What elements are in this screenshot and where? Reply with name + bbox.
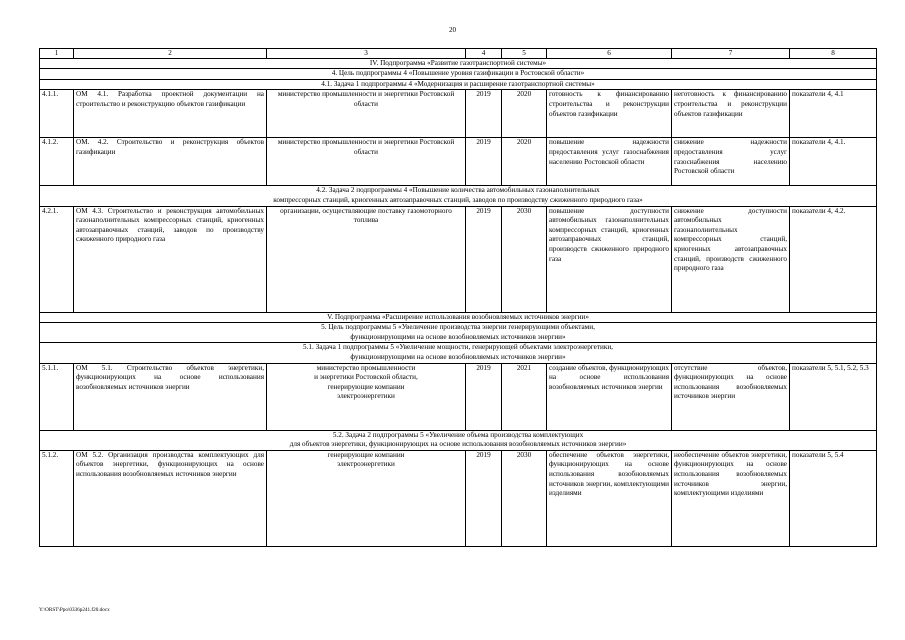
measure-name: ОМ 5.1. Строительство объектов энергетики, функционирующих на основе использования возобновляемых источников энергии [74, 363, 267, 430]
executor-line3: генерирующие компании [327, 382, 405, 391]
row-number: 4.2.1. [40, 206, 74, 312]
table-row [40, 450, 877, 546]
non-implementation-consequence: отсутствие объектов, функционирующих на основе использования возобновляемых источников энергии [672, 363, 790, 430]
executor-line2: и энергетики Ростовской области, [314, 373, 418, 382]
executor-line1: генерирующие компании [327, 450, 405, 459]
row-number: 4.1.1. [40, 90, 74, 138]
task-heading-row [40, 430, 877, 450]
end-year: 2021 [502, 363, 547, 430]
expected-result: повышение надежности предоставления услуг газоснабжения населению Ростовской области [547, 138, 672, 186]
col-header-2: 2 [74, 49, 267, 59]
expected-result: повышение доступности автомобильных газонаполнительных компрессорных станций, криогенных автозаправочных станций, производств сжиженного природного газа [547, 206, 672, 312]
indicator-link: показатели 5, 5.4 [790, 450, 877, 546]
measure-name: ОМ 5.2. Организация производства комплектующих для объектов энергетики, функционирующих на основе использования возобновляемых источников энергии [74, 450, 267, 546]
task-4-1-title: 4.1. Задача 1 подпрограммы 4 «Модернизация и расширение газотранспортной системы» [40, 79, 877, 90]
task-5-2-title-line2: для объектов энергетики, функционирующих на основе использования возобновляемых источников энергии» [289, 440, 627, 449]
row-number: 4.1.2. [40, 138, 74, 186]
indicator-link: показатели 4, 4.2. [790, 206, 877, 312]
col-header-1: 1 [40, 49, 74, 59]
task-heading-row [40, 79, 877, 90]
end-year: 2030 [502, 206, 547, 312]
task-heading-row [40, 343, 877, 363]
measure-name: ОМ. 4.2. Строительство и реконструкция объектов газификации [74, 138, 267, 186]
executor: организации, осуществляющие поставку газомоторного топлива [267, 206, 466, 312]
col-header-8: 8 [790, 49, 877, 59]
end-year: 2020 [502, 90, 547, 138]
measures-table [39, 48, 877, 547]
task-5-1-title-line1: 5.1. Задача 1 подпрограммы 5 «Увеличение мощности, генерирующей объектами электроэнергетики, [303, 343, 613, 352]
subprogram-heading-row [40, 312, 877, 323]
file-path-footer: Y:\ORST\Ppo\0336p241.f20.docx [39, 607, 110, 613]
goal-4-title: 4. Цель подпрограммы 4 «Повышение уровня газификации в Ростовской области» [40, 69, 877, 80]
expected-result: обеспечение объектов энергетики, функционирующих на основе использования возобновляемых источников энергии, комплектующими изделиями [547, 450, 672, 546]
task-heading-row [40, 186, 877, 206]
non-implementation-consequence: необеспечение объектов энергетики, функционирующих на основе использования возобновляемых источников энергии, комплектующими изделиями [672, 450, 790, 546]
start-year: 2019 [466, 363, 502, 430]
goal-heading-row [40, 323, 877, 343]
executor: министерство промышленности и энергетики Ростовской области [267, 138, 466, 186]
col-header-4: 4 [466, 49, 502, 59]
end-year: 2030 [502, 450, 547, 546]
non-implementation-consequence: снижение доступности автомобильных газонаполнительных компрессорных станций, криогенных автозаправочных станций, производств сжиженного природного газа [672, 206, 790, 312]
measure-name: ОМ 4.1. Разработка проектной документации на строительство и реконструкцию объектов газификации [74, 90, 267, 138]
measure-name: ОМ 4.3. Строительство и реконструкция автомобильных газонаполнительных компрессорных станций, криогенных автозаправочных станций, заводов по производству сжиженного природного газа [74, 206, 267, 312]
task-4-2-title-line1: 4.2. Задача 2 подпрограммы 4 «Повышение количества автомобильных газонаполнительных [316, 186, 600, 195]
goal-5-title-line2: функционирующими на основе возобновляемых источников энергии» [350, 332, 566, 341]
indicator-link: показатели 4, 4.1. [790, 138, 877, 186]
start-year: 2019 [466, 450, 502, 546]
expected-result: готовность к финансированию строительства и реконструкции объектов газификации [547, 90, 672, 138]
page-number: 20 [449, 26, 456, 34]
table-row [40, 206, 877, 312]
non-implementation-consequence: неготовность к финансированию строительства и реконструкции объектов газификации [672, 90, 790, 138]
subprogram-heading-row [40, 58, 877, 69]
goal-5-title [40, 323, 877, 343]
col-header-3: 3 [267, 49, 466, 59]
end-year: 2020 [502, 138, 547, 186]
executor [267, 450, 466, 546]
executor-line4: электроэнергетики [337, 392, 395, 401]
table-row [40, 90, 877, 138]
task-5-1-title-line2: функционирующими на основе возобновляемых источников энергии» [350, 352, 566, 361]
executor-line1: министерство промышленности [316, 363, 416, 372]
col-header-5: 5 [502, 49, 547, 59]
task-5-2-title-line1: 5.2. Задача 2 подпрограммы 5 «Увеличение объема производства комплектующих [332, 430, 584, 439]
executor-line2: электроэнергетики [337, 460, 395, 469]
task-5-2-title [40, 430, 877, 450]
table-row [40, 138, 877, 186]
row-number: 5.1.1. [40, 363, 74, 430]
col-header-6: 6 [547, 49, 672, 59]
start-year: 2019 [466, 90, 502, 138]
indicator-link: показатели 4, 4.1 [790, 90, 877, 138]
subprogram-4-title: IV. Подпрограмма «Развитие газотранспортной системы» [40, 58, 877, 69]
col-header-7: 7 [672, 49, 790, 59]
executor: министерство промышленности и энергетики Ростовской области [267, 90, 466, 138]
indicator-link: показатели 5, 5.1, 5.2, 5.3 [790, 363, 877, 430]
goal-heading-row [40, 69, 877, 80]
subprogram-5-title: V. Подпрограмма «Расширение использования возобновляемых источников энергии» [40, 312, 877, 323]
start-year: 2019 [466, 206, 502, 312]
start-year: 2019 [466, 138, 502, 186]
executor [267, 363, 466, 430]
column-number-row [40, 49, 877, 59]
goal-5-title-line1: 5. Цель подпрограммы 5 «Увеличение производства энергии генерирующими объектами, [321, 323, 595, 332]
row-number: 5.1.2. [40, 450, 74, 546]
table-row [40, 363, 877, 430]
task-5-1-title [40, 343, 877, 363]
task-4-2-title-line2: компрессорных станций, криогенных автозаправочных станций, заводов по производству сжиженного природного газа» [273, 195, 643, 204]
task-4-2-title [40, 186, 877, 206]
expected-result: создание объектов, функционирующих на основе использования возобновляемых источников энергии [547, 363, 672, 430]
non-implementation-consequence: снижение надежности предоставления услуг газоснабжения населению Ростовской области [672, 138, 790, 186]
